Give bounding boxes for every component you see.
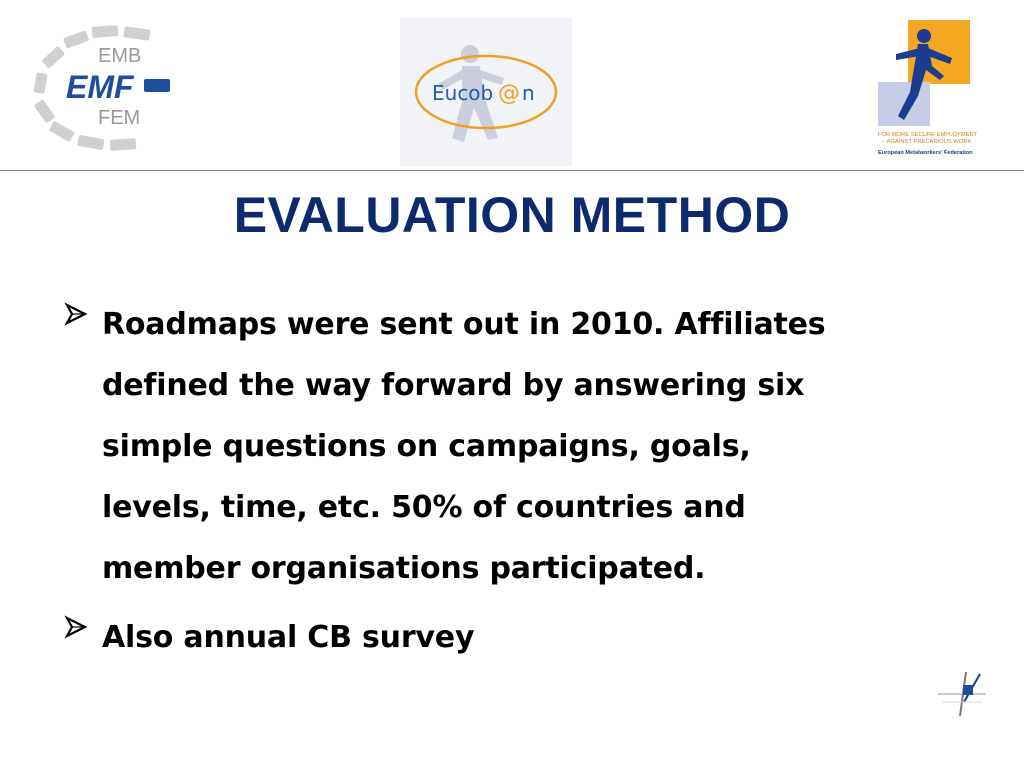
bullet-line: Roadmaps were sent out in 2010. Affiliates <box>102 307 826 342</box>
emf-corner-mark-icon <box>936 668 988 718</box>
slide-title: EVALUATION METHOD <box>233 187 791 243</box>
emf-logo-fem: FEM <box>98 107 141 129</box>
bullet-item <box>62 607 962 668</box>
bullet-line: Also annual CB survey <box>102 620 475 655</box>
bullet-line: defined the way forward by answering six <box>102 368 805 403</box>
emf-logo-emf: EMF <box>66 69 134 105</box>
campaign-logo-graphic <box>874 18 984 163</box>
eucoban-logo-graphic <box>400 18 572 166</box>
eucoban-text-left: Eucob <box>432 81 494 105</box>
emf-logo-graphic <box>28 24 178 154</box>
bullet-text <box>102 294 962 599</box>
campaign-line1: FOR MORE SECURE EMPLOYMENT <box>878 132 978 138</box>
arrowhead-bullet-icon <box>64 615 88 639</box>
emf-logo-emb: EMB <box>98 45 142 67</box>
emf-logo <box>28 24 178 154</box>
bullet-line: simple questions on campaigns, goals, <box>102 429 751 464</box>
eucoban-logo <box>400 18 572 166</box>
bullet-line: member organisations participated. <box>102 551 706 586</box>
arrowhead-bullet-icon <box>64 302 88 326</box>
campaign-line3: European Metalworkers' Federation <box>878 150 973 156</box>
campaign-line2: – AGAINST PRECARIOUS WORK <box>882 139 972 145</box>
campaign-logo <box>874 18 984 163</box>
bullet-item <box>62 294 962 599</box>
eucoban-text-at: @ <box>498 81 520 106</box>
header-divider <box>0 170 1024 171</box>
eucoban-text-right: n <box>522 81 535 105</box>
bullet-line: levels, time, etc. 50% of countries and <box>102 490 746 525</box>
corner-mark-graphic <box>936 668 988 718</box>
bullet-list <box>62 294 962 668</box>
bullet-text <box>102 607 962 668</box>
